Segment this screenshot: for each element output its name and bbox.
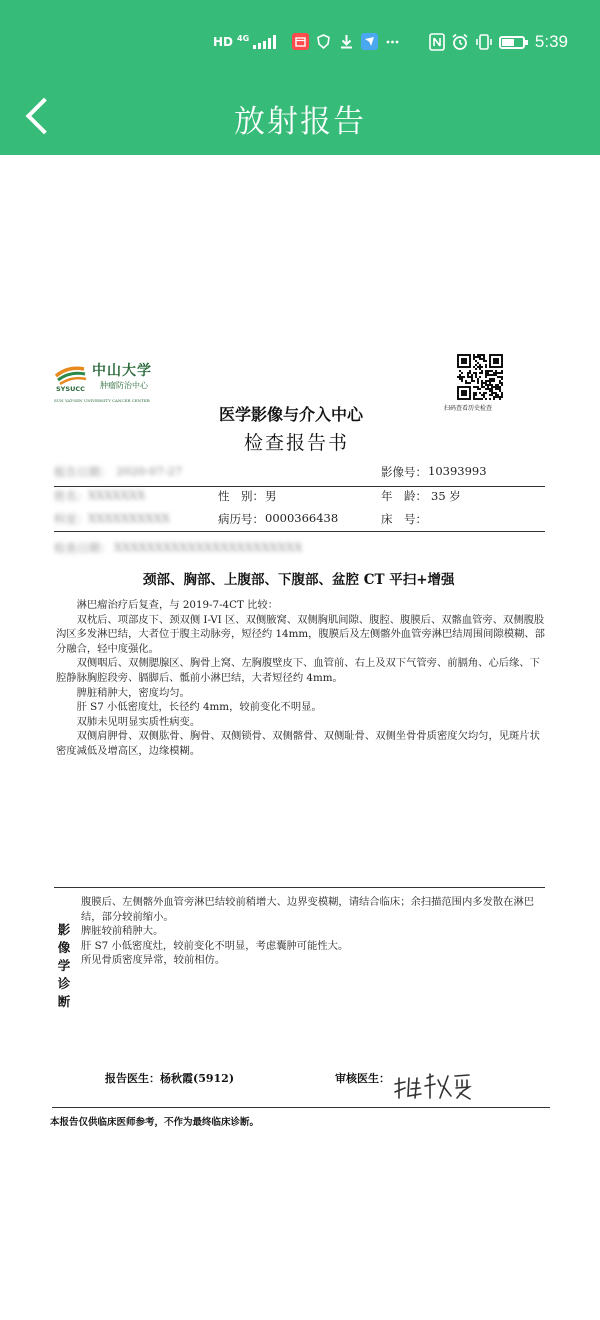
findings-paragraph: 脾脏稍肿大，密度均匀。 [76,686,190,699]
reviewer-signature [393,1068,473,1102]
nfc-icon [429,33,445,51]
reviewer-label: 审核医生： [335,1072,390,1085]
signal-icon [253,35,276,49]
patient-name: XXXXXXX [88,488,146,502]
findings-section [56,598,546,759]
dept: XXXXXXXXXX [88,511,170,525]
exam-date-label: 检查日期： [54,541,112,555]
hd-indicator: HD [213,35,234,49]
document-title: 检查报告书 [244,432,350,454]
diagnosis-paragraph: 脾脏较前稍肿大。 [81,925,164,938]
report-document [48,350,558,1140]
findings-paragraph: 淋巴瘤治疗后复查，与 2019-7-4CT 比较： [76,599,279,611]
findings-paragraph: 双侧肩胛骨、双侧肱骨、胸骨、双侧锁骨、双侧髂骨、双侧耻骨、双侧坐骨骨质密度欠均匀，见斑片状密度减低及增高区，边缘模糊。 [56,730,540,757]
battery-icon [499,36,525,49]
page-title: 放射报告 [234,104,366,140]
divider [52,1107,550,1108]
image-no: 10393993 [428,464,487,478]
gender: 男 [265,489,277,503]
divider [54,486,545,487]
bed-label: 床 号： [381,512,427,526]
image-no-label: 影像号： [381,465,427,479]
findings-paragraph: 肝 S7 小低密度灶，长径约 4mm，较前变化不明显。 [76,701,322,714]
hospital-logo [54,360,164,403]
report-doctor-name: 杨秋霞(5912) [160,1072,235,1085]
findings-paragraph: 双肺未见明显实质性病变。 [76,715,201,728]
report-doctor [105,1070,234,1086]
network-gen-indicator: 4G [237,34,250,43]
divider [54,531,545,532]
vibrate-icon [475,33,493,51]
download-icon [338,33,355,50]
more-icon [384,33,401,50]
diagnosis-label: 影 像 学 诊 断 [57,922,71,1009]
patient-name-label: 姓名： [54,489,89,503]
qr-code[interactable] [457,354,503,400]
app-header [0,88,600,155]
disclaimer: 本报告仅供临床医师参考，不作为最终临床诊断。 [50,1117,260,1128]
hospital-logo-icon [54,360,88,396]
findings-paragraph: 双侧咽后、双侧腮腺区、胸骨上窝、左胸腹壁皮下、血管前、右上及双下气管旁、前膈角、心后缘、下腔静脉胸腔段旁、膈脚后、骶前小淋巴结，大者短径约 4mm。 [56,657,540,684]
hospital-name: 中山大学 [92,363,152,379]
report-doctor-label: 报告医生： [105,1072,160,1085]
clock: 5:39 [534,32,568,51]
notification-icons [292,33,401,50]
age: 35 岁 [431,489,461,503]
diagnosis-paragraph: 腹膜后、左侧髂外血管旁淋巴结较前稍增大、边界变模糊，请结合临床；余扫描范围内多发散在淋巴结，部分较前缩小。 [81,896,535,923]
shield-app-icon [315,33,332,50]
report-date: 2020-07-27 [116,464,183,478]
divider [54,887,545,888]
age-label: 年 龄： [381,489,427,503]
diagnosis-paragraph: 所见骨质密度异常，较前相仿。 [81,954,226,967]
record-no-label: 病历号： [218,512,264,526]
findings-paragraph: 双枕后、项部皮下、颈双侧 I-VI 区、双侧腋窝、双侧胸肌间隙、腹腔、腹膜后、双髂血管旁、双侧腹股沟区多发淋巴结，大者位于腹主动脉旁，短径约 14mm，腹膜后及左侧髂外血管旁淋巴结周围间隙模糊、部分融合，轻中度强化。 [56,613,545,655]
messenger-app-icon [361,33,378,50]
center-name: 医学影像与介入中心 [219,405,364,424]
qr-label: 扫码查看历史检查 [444,405,493,412]
alarm-icon [451,33,469,51]
hospital-dept: 肿瘤防治中心 [100,381,148,390]
hospital-name-en: SUN YAT-SEN UNIVERSITY CANCER CENTER [54,398,150,403]
system-icons [429,32,568,52]
status-bar [0,0,600,88]
network-indicators [213,35,276,49]
exam-date: XXXXXXXXXXXXXXXXXXXXXXX [114,540,303,554]
gender-label: 性 别： [218,489,264,503]
report-date-label: 报告日期： [54,465,112,479]
logo-abbr: SYSUCC [56,385,85,393]
dept-label: 科室： [54,512,89,526]
exam-title: 颈部、胸部、上腹部、下腹部、盆腔 CT 平扫+增强 [143,572,455,588]
diagnosis-paragraph: 肝 S7 小低密度灶，较前变化不明显，考虑囊肿可能性大。 [81,939,349,952]
diagnosis-section [81,895,547,968]
record-no: 0000366438 [265,511,339,525]
calendar-app-icon [292,33,309,50]
